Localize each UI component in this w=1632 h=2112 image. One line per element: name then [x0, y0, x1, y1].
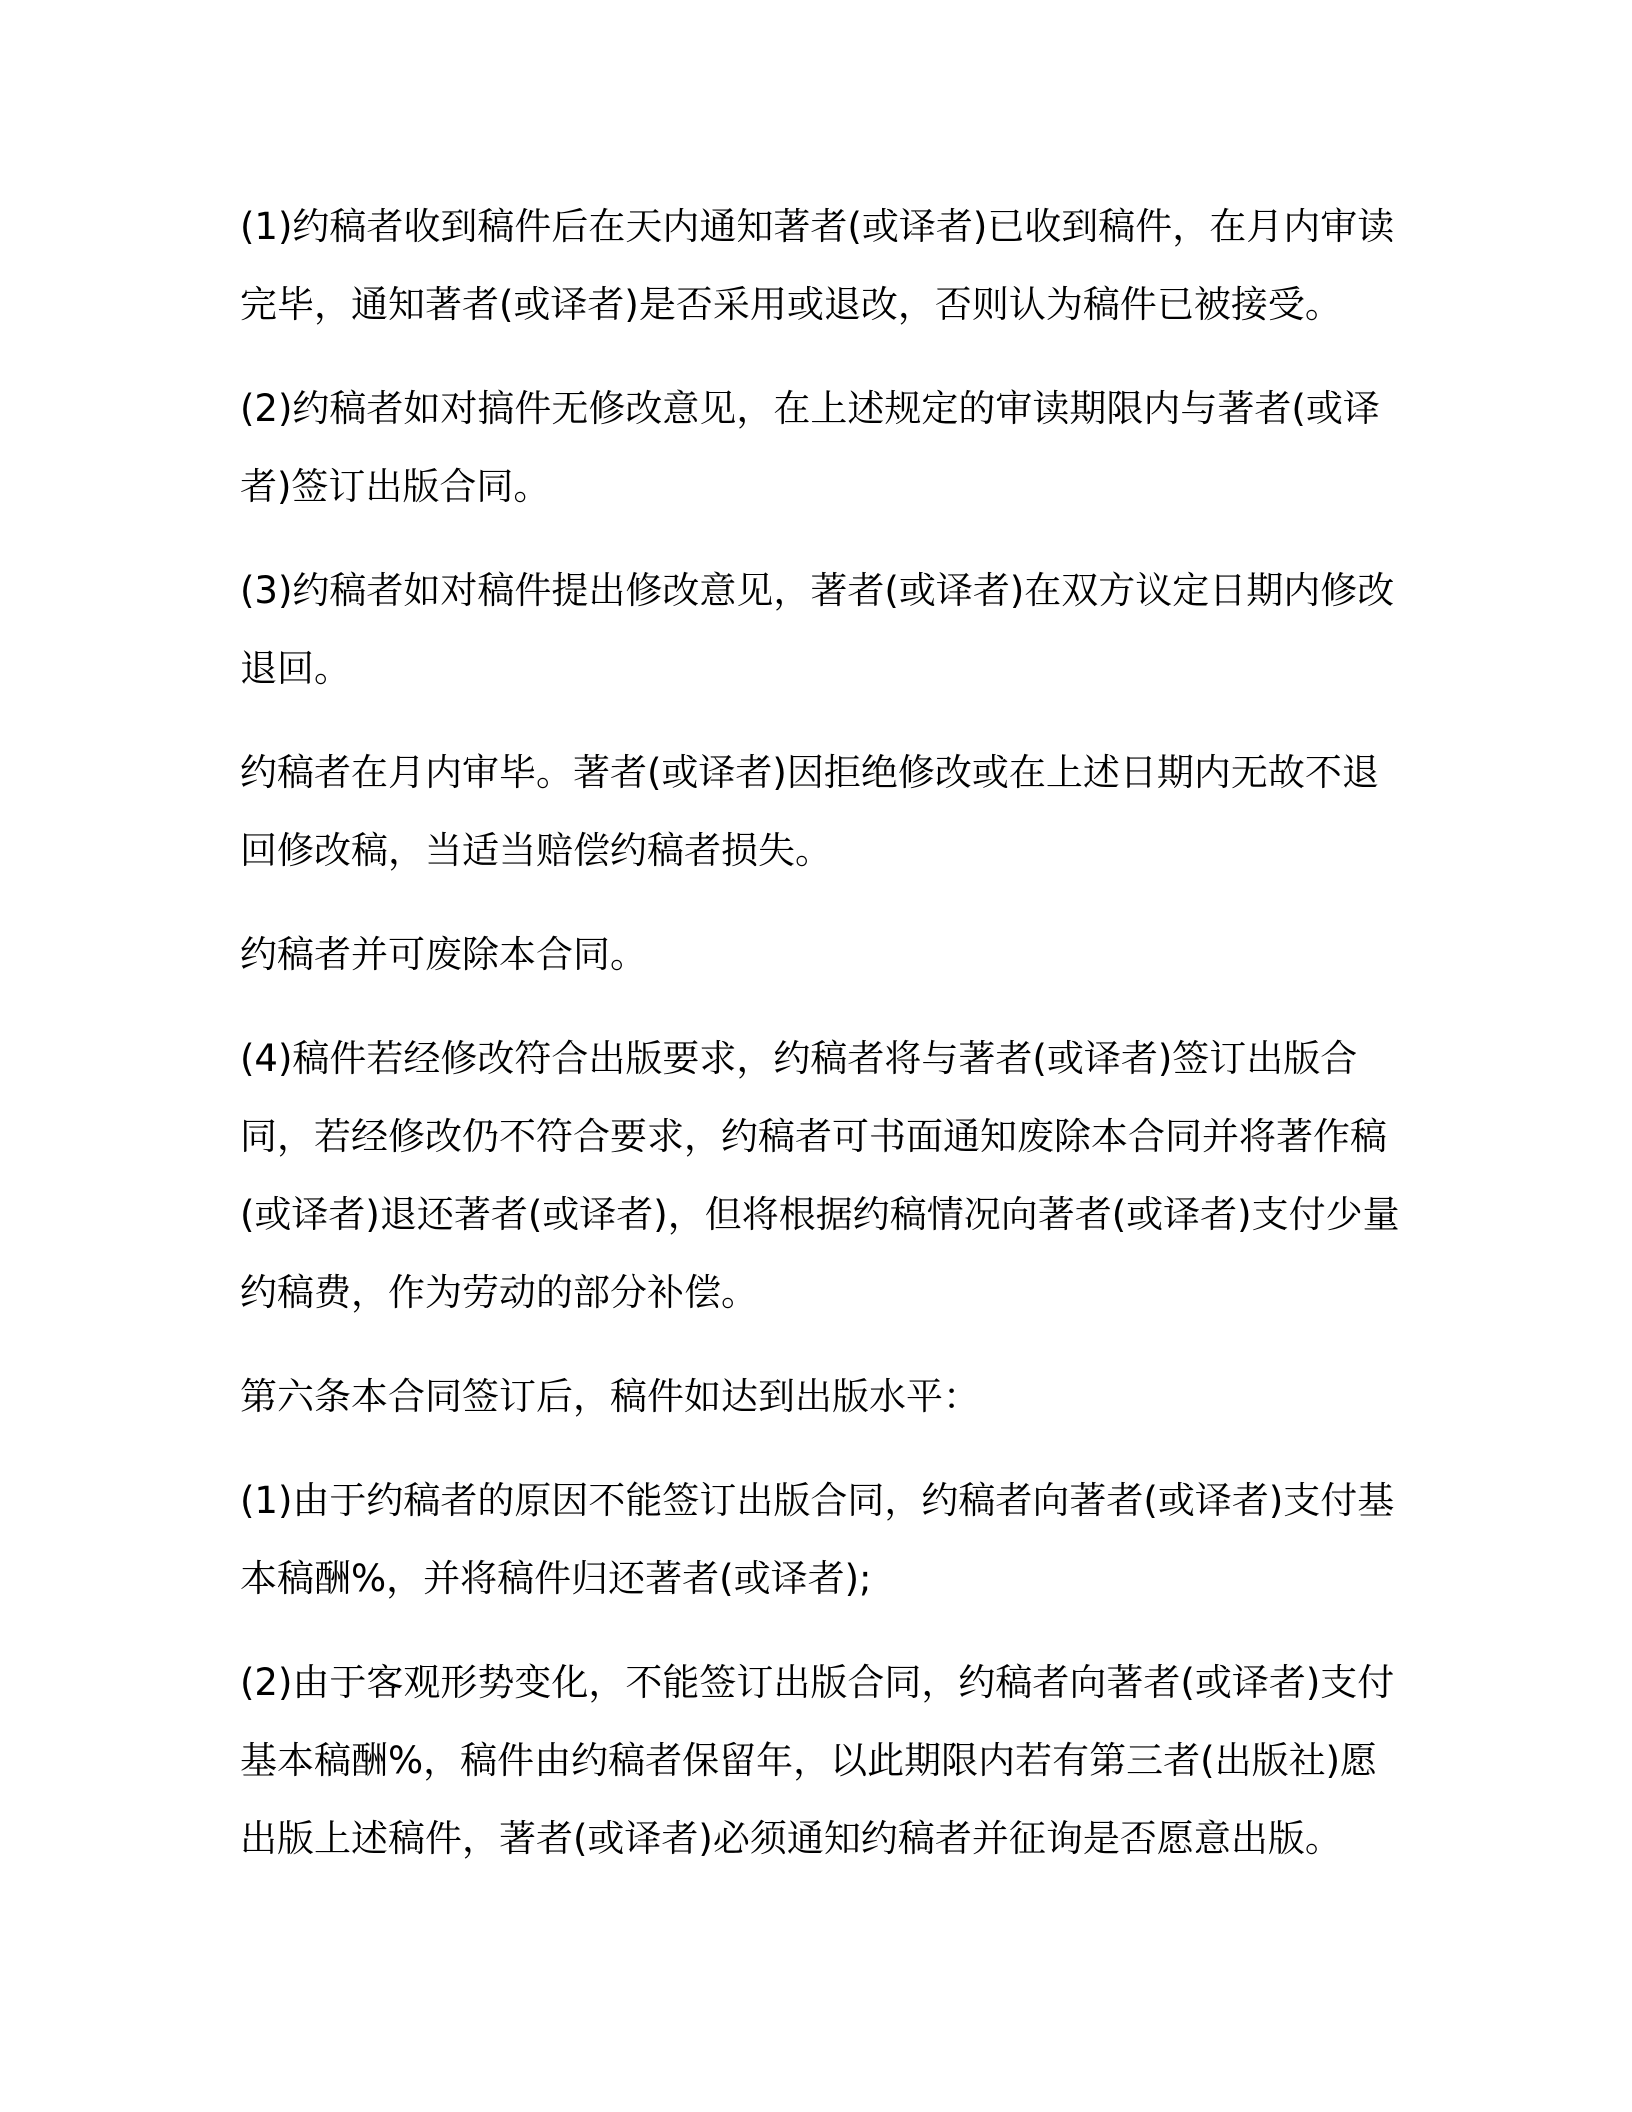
- document-body: [240, 188, 1405, 1904]
- paragraph-3: (3)约稿者如对稿件提出修改意见，著者(或译者)在双方议定日期内修改退回。: [240, 569, 1395, 690]
- article-heading: 第六条本合同签订后，稿件如达到出版水平：: [240, 1375, 980, 1418]
- paragraph-4: 约稿者在月内审毕。著者(或译者)因拒绝修改或在上述日期内无故不退回修改稿，当适当赔偿约稿者损失。: [240, 751, 1379, 872]
- paragraph-5: 约稿者并可废除本合同。: [240, 933, 647, 976]
- paragraph-7: (1)由于约稿者的原因不能签订出版合同，约稿者向著者(或译者)支付基本稿酬%，并将稿件归还著者(或译者);: [240, 1479, 1395, 1600]
- paragraph-6: (4)稿件若经修改符合出版要求，约稿者将与著者(或译者)签订出版合同，若经修改仍不符合要求，约稿者可书面通知废除本合同并将著作稿(或译者)退还著者(或译者)，但将根据约稿情况向著者(或译者)支付少量约稿费，作为劳动的部分补偿。: [240, 1037, 1400, 1314]
- paragraph-1: (1)约稿者收到稿件后在天内通知著者(或译者)已收到稿件，在月内审读完毕，通知著者(或译者)是否采用或退改，否则认为稿件已被接受。: [240, 205, 1395, 326]
- paragraph-8: (2)由于客观形势变化，不能签订出版合同，约稿者向著者(或译者)支付基本稿酬%，稿件由约稿者保留年，以此期限内若有第三者(出版社)愿出版上述稿件，著者(或译者)必须通知约稿者并征询是否愿意出版。: [240, 1661, 1395, 1860]
- paragraph-2: (2)约稿者如对搞件无修改意见，在上述规定的审读期限内与著者(或译者)签订出版合同。: [240, 387, 1380, 508]
